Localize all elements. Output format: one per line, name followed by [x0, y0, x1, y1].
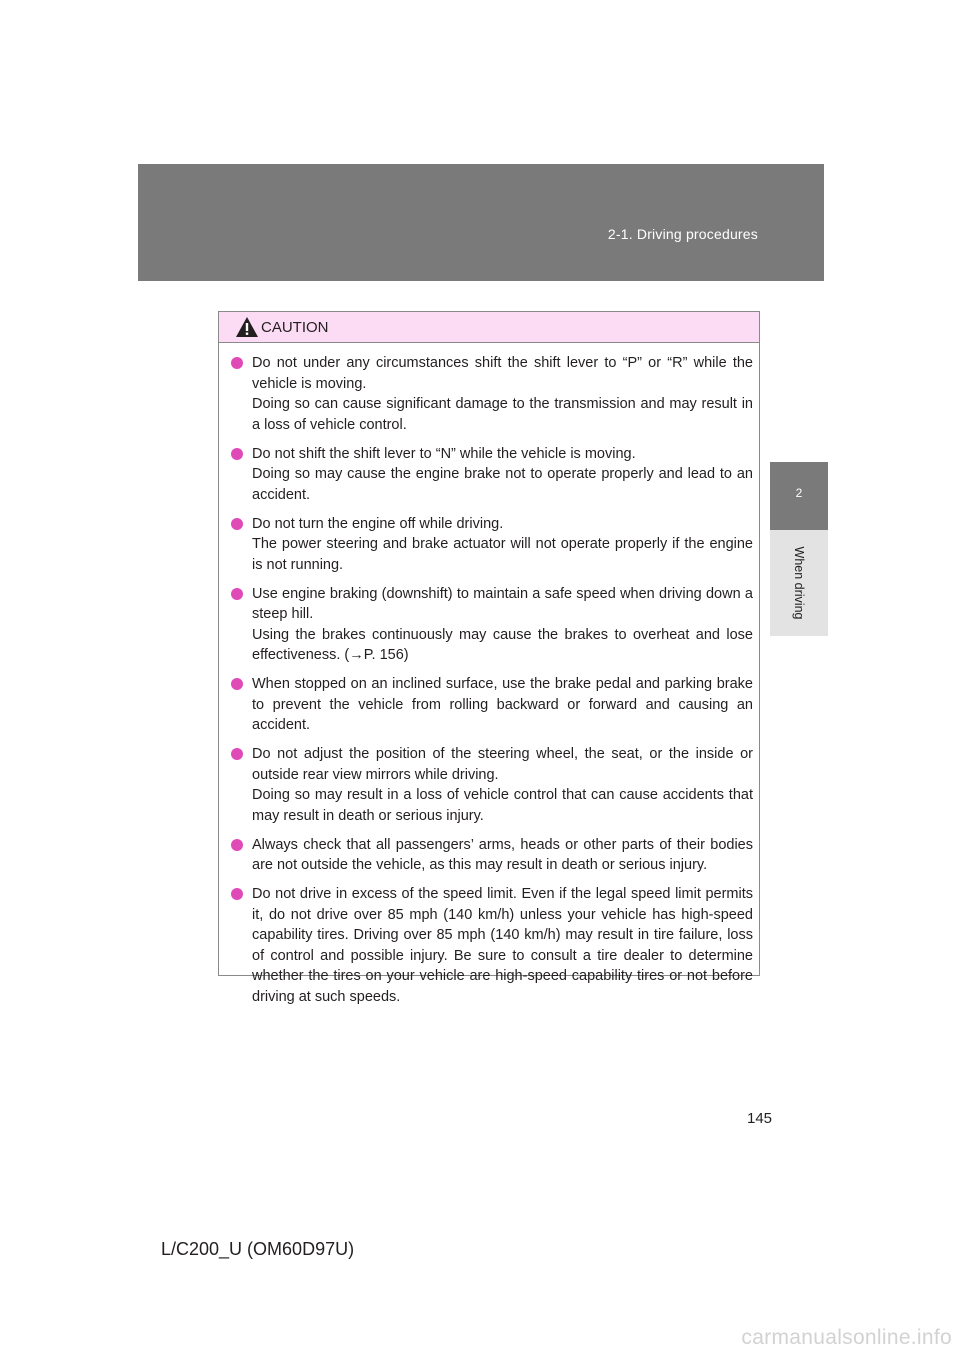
caution-header	[219, 312, 759, 343]
bullet-icon	[231, 518, 243, 530]
caution-item-text: Doing so can cause significant damage to the transmission and may result in a loss of vehicle control.	[252, 396, 753, 433]
watermark: carmanualsonline.info	[741, 1326, 952, 1349]
caution-title: CAUTION	[261, 319, 329, 336]
chapter-tab-label	[770, 530, 828, 636]
bullet-icon	[231, 448, 243, 460]
caution-item-text: Use engine braking (downshift) to maintain a safe speed when driving down a steep hill.	[252, 585, 753, 622]
caution-item	[231, 514, 753, 576]
warning-triangle-icon	[235, 316, 259, 338]
caution-item	[231, 584, 753, 666]
caution-box	[218, 311, 760, 1005]
chapter-label: When driving	[792, 546, 806, 620]
page-number: 145	[747, 1110, 773, 1127]
chapter-number: 2	[795, 486, 803, 500]
document-code: L/C200_U (OM60D97U)	[161, 1239, 355, 1259]
caution-item	[231, 744, 753, 826]
caution-item-text: Do not adjust the position of the steering wheel, the seat, or the inside or outside rear view mirrors while driving.	[252, 746, 753, 783]
bullet-icon	[231, 839, 243, 851]
bullet-icon	[231, 588, 243, 600]
caution-item-text: The power steering and brake actuator will not operate properly if the engine is not running.	[252, 536, 753, 573]
bullet-icon	[231, 357, 243, 369]
section-header-band	[138, 164, 824, 281]
caution-item	[231, 884, 753, 1007]
bullet-icon	[231, 678, 243, 690]
caution-item-text: Do not drive in excess of the speed limit. Even if the legal speed limit permits it, do not drive over 85 mph (140 km/h) unless your vehicle has high-speed capability tires. Driving over 85 mph (140 km/h) may result in tire failure, loss of control and possible injury. Be sure to consult a tire dealer to determine whether the tires on your vehicle are high-speed capability tires or not before driving at such speeds.	[252, 886, 753, 1005]
caution-item	[231, 674, 753, 736]
caution-item	[231, 353, 753, 435]
caution-item	[231, 444, 753, 506]
chapter-tab-number	[770, 462, 828, 530]
caution-item-text: Doing so may cause the engine brake not to operate properly and lead to an accident.	[252, 466, 753, 503]
caution-list	[219, 343, 759, 1007]
bullet-icon	[231, 888, 243, 900]
caution-item	[231, 835, 753, 876]
caution-item-text: Do not turn the engine off while driving.	[252, 515, 504, 532]
caution-item-text: Do not under any circumstances shift the shift lever to “P” or “R” while the vehicle is moving.	[252, 355, 753, 392]
caution-item-text: Do not shift the shift lever to “N” while the vehicle is moving.	[252, 445, 636, 462]
caution-item-text: Using the brakes continuously may cause the brakes to overheat and lose effectiveness. (→P. 156)	[252, 626, 753, 663]
bullet-icon	[231, 748, 243, 760]
caution-item-text: When stopped on an inclined surface, use the brake pedal and parking brake to prevent the vehicle from rolling backward or forward and causing an accident.	[252, 676, 753, 733]
caution-item-text: Always check that all passengers’ arms, heads or other parts of their bodies are not outside the vehicle, as this may result in death or serious injury.	[252, 836, 753, 873]
caution-item-text: Doing so may result in a loss of vehicle control that can cause accidents that may result in death or serious injury.	[252, 787, 753, 824]
section-title: 2-1. Driving procedures	[607, 226, 758, 242]
